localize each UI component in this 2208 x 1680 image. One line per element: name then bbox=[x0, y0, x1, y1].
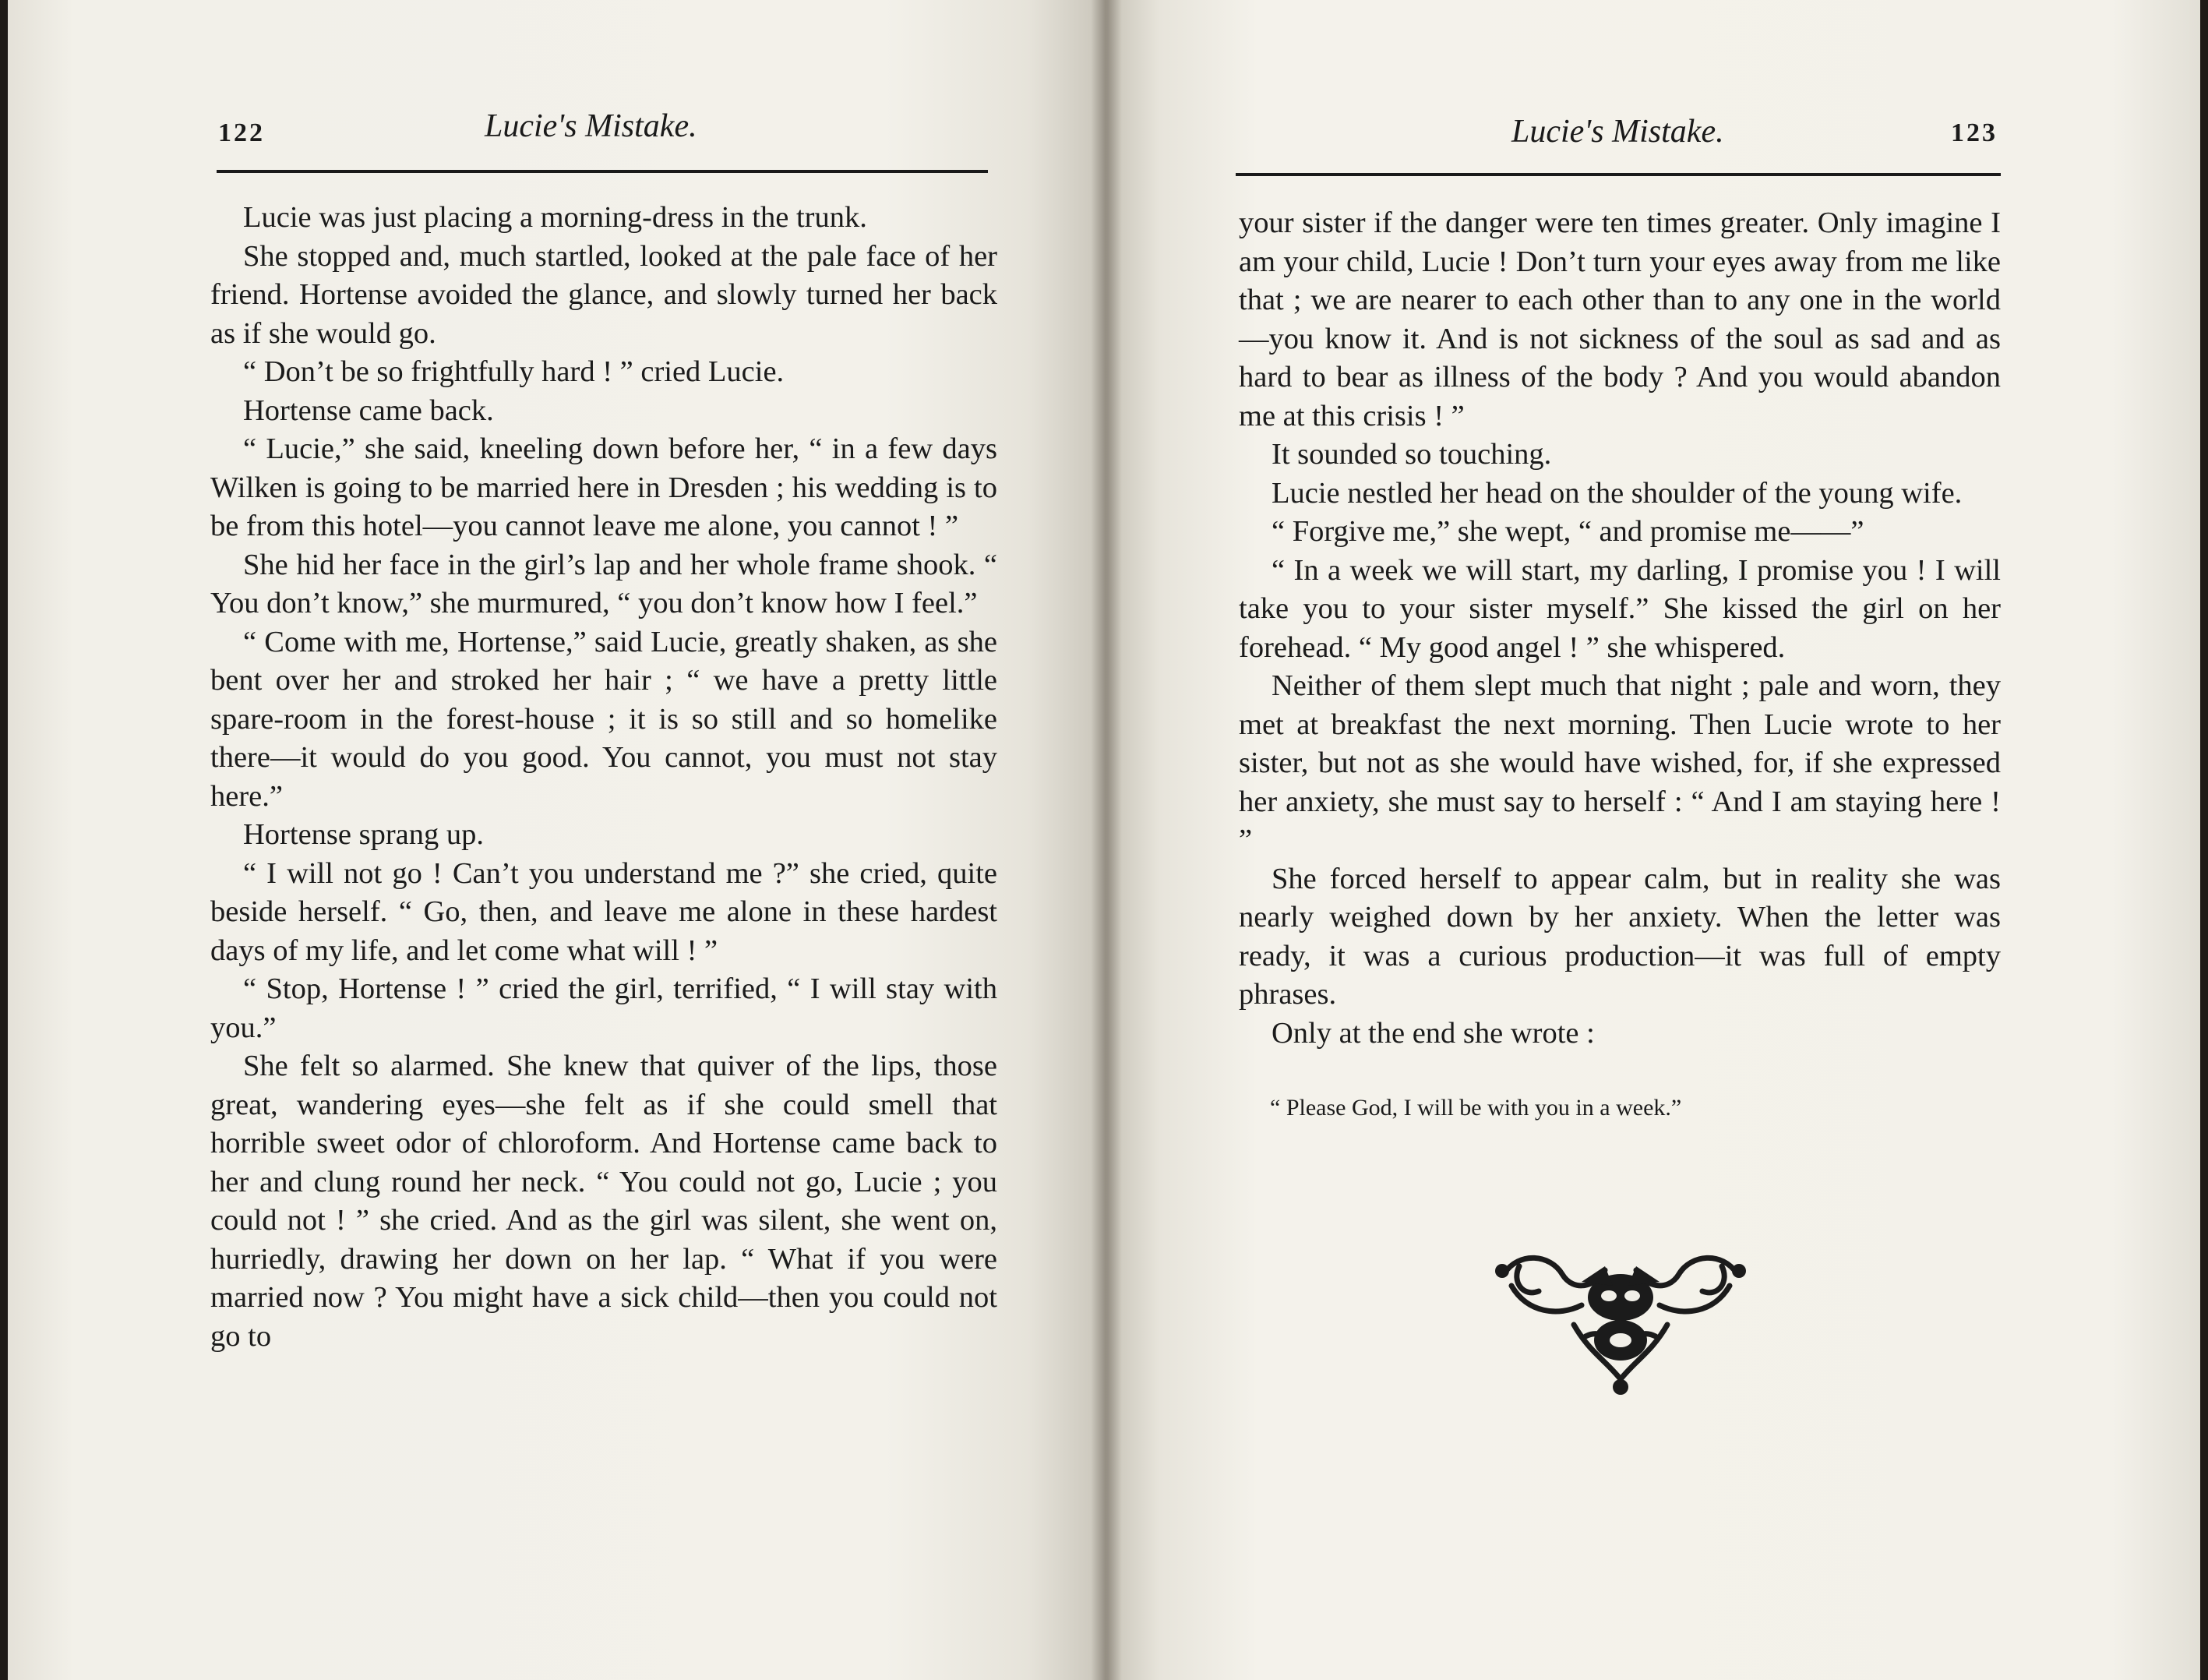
header-rule-right bbox=[1236, 173, 2001, 176]
paragraph: “ Come with me, Hortense,” said Lucie, greatly shaken, as she bent over her and stroked her hair ; “ we have a pretty little spare-room in the forest-house ; it is so still and so homelike there—it would do you good. You cannot, you must not stay here.” bbox=[210, 625, 997, 813]
paragraph: Only at the end she wrote : bbox=[1272, 1016, 1595, 1050]
paragraph: “ Lucie,” she said, kneeling down before her, “ in a few days Wilken is going to be married here in Dresden ; his wedding is to be from this hotel—you cannot leave me alone, you cannot ! ” bbox=[210, 432, 997, 542]
paragraph: “ Forgive me,” she wept, “ and promise me——” bbox=[1272, 515, 1864, 548]
paragraph: Lucie was just placing a morning-dress in the trunk. bbox=[243, 201, 867, 234]
page-number-right: 123 bbox=[1951, 118, 1998, 147]
paragraph: Hortense sprang up. bbox=[243, 818, 484, 851]
running-title-right: Lucie's Mistake. bbox=[1511, 114, 1724, 150]
paragraph: Neither of them slept much that night ; pale and worn, they met at breakfast the next morning. Then Lucie wrote to her sister, but not as she would have wished, for, if she expressed her anxiety, she must say to herself : “ And I am staying here ! ” bbox=[1239, 669, 2001, 856]
decorative-tailpiece-icon bbox=[1488, 1243, 1753, 1399]
paragraph: She forced herself to appear calm, but in reality she was nearly weighed down by her anxiety. When the letter was ready, it was a curious production—it was full of empty phrases. bbox=[1239, 862, 2001, 1011]
running-title-left: Lucie's Mistake. bbox=[485, 108, 697, 144]
header-rule-left bbox=[217, 170, 988, 173]
paragraph: “ Don’t be so frightfully hard ! ” cried Lucie. bbox=[243, 355, 785, 388]
right-page-text bbox=[1239, 204, 2001, 1053]
paragraph: “ In a week we will start, my darling, I promise you ! I will take you to your sister myself.” She kissed the girl on her forehead. “ My good angel ! ” she whispered. bbox=[1239, 553, 2001, 664]
left-page-text bbox=[210, 199, 997, 1356]
paragraph: She hid her face in the girl’s lap and her whole frame shook. “ You don’t know,” she murmured, “ you don’t know how I feel.” bbox=[210, 548, 997, 619]
paragraph: Lucie nestled her head on the shoulder of the young wife. bbox=[1272, 476, 1963, 510]
book-gutter bbox=[1091, 0, 1122, 1680]
paragraph: your sister if the danger were ten times greater. Only imagine I am your child, Lucie ! Don’t turn your eyes away from me like that ; we are nearer to each other than to any one in the world—you know it. And is not sickness of the soul as sad and as hard to bear as illness of the body ? And you would abandon me at this crisis ! ” bbox=[1239, 206, 2001, 432]
paragraph: It sounded so touching. bbox=[1272, 438, 1552, 471]
paragraph: “ Stop, Hortense ! ” cried the girl, terrified, “ I will stay with you.” bbox=[210, 972, 997, 1044]
paragraph: Hortense came back. bbox=[243, 394, 494, 427]
paragraph: “ I will not go ! Can’t you understand me ?” she cried, quite beside herself. “ Go, then, and leave me alone in these hardest days of my life, and let come what will ! ” bbox=[210, 856, 997, 967]
left-page bbox=[8, 0, 1105, 1680]
right-page bbox=[1105, 0, 2200, 1680]
paragraph: She stopped and, much startled, looked at the pale face of her friend. Hortense avoided the glance, and slowly turned her back as if she would go. bbox=[210, 239, 997, 350]
letter-signoff: “ Please God, I will be with you in a week.” bbox=[1270, 1095, 1682, 1121]
page-number-left: 122 bbox=[218, 118, 265, 147]
paragraph: She felt so alarmed. She knew that quiver of the lips, those great, wandering eyes—she felt as if she could smell that horrible sweet odor of chloroform. And Hortense came back to her and clung round her neck. “ You could not go, Lucie ; you could not ! ” she cried. And as the girl was silent, she went on, hurriedly, drawing her down on her lap. “ What if you were married now ? You might have a sick child—then you could not go to bbox=[210, 1050, 997, 1353]
